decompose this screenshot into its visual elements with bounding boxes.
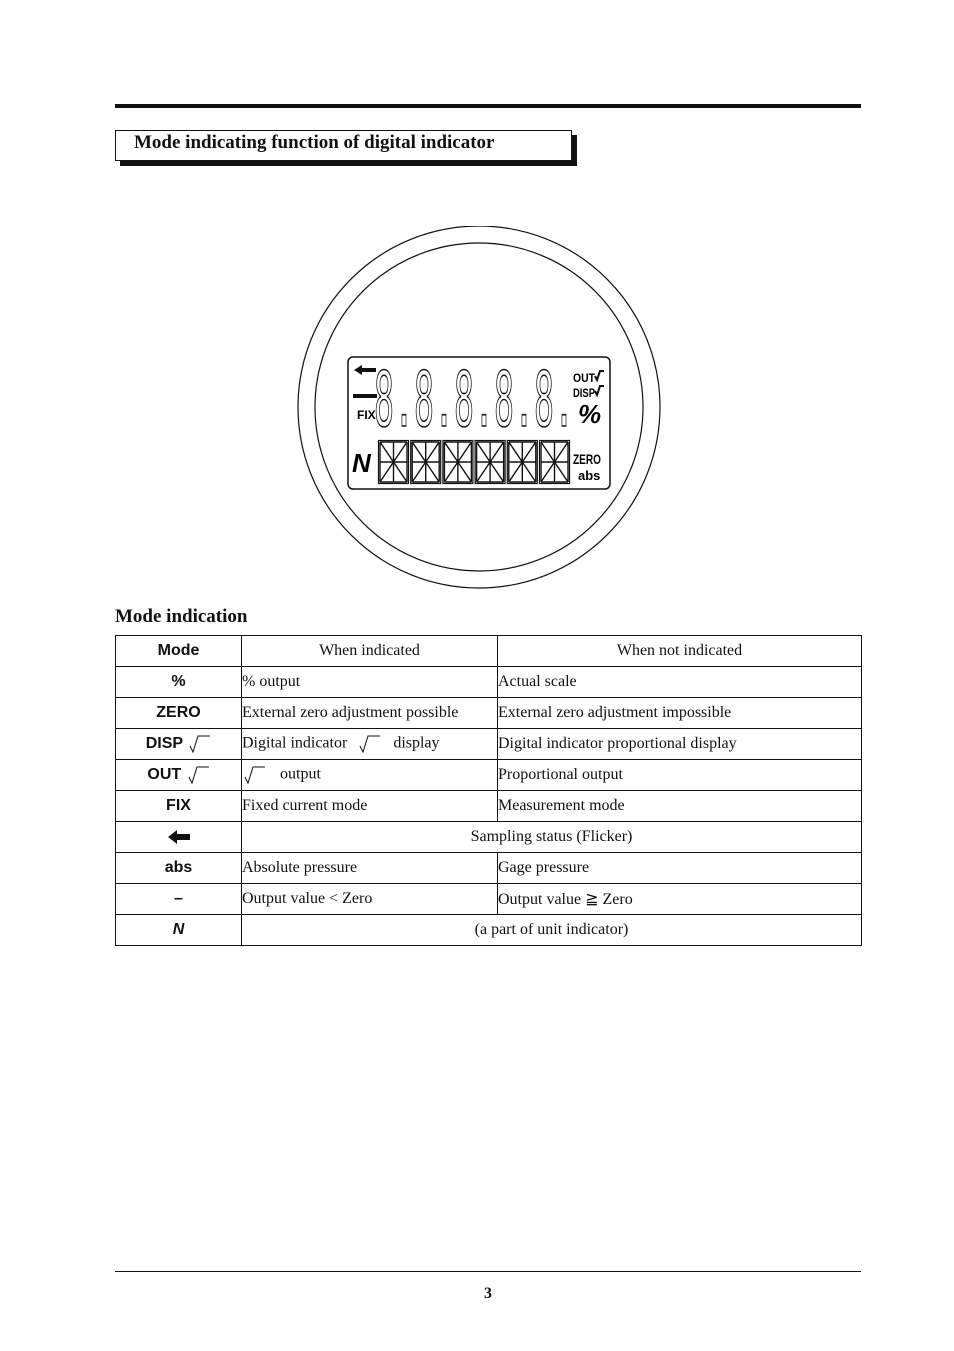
section-title-box <box>115 130 572 161</box>
table-row <box>116 791 862 822</box>
mode-abs: abs <box>116 853 242 884</box>
table-row <box>116 729 862 760</box>
combined-cell: Sampling status (Flicker) <box>242 822 862 853</box>
indicated-cell: Absolute pressure <box>242 853 498 884</box>
indicated-cell: External zero adjustment possible <box>242 698 498 729</box>
table-row <box>116 667 862 698</box>
table-row <box>116 822 862 853</box>
out-label: OUT <box>573 371 596 385</box>
table-row <box>116 698 862 729</box>
mode-out-label: OUT <box>147 766 182 784</box>
fix-label: FIX <box>357 408 376 422</box>
indicated-cell: Fixed current mode <box>242 791 498 822</box>
square-root-icon <box>187 734 211 754</box>
mode-n: N <box>116 915 242 946</box>
alpha-digit <box>443 441 473 484</box>
header-mode: Mode <box>116 636 242 667</box>
not-indicated-cell: Actual scale <box>498 667 862 698</box>
indicated-cell <box>242 729 498 760</box>
not-indicated-cell: Gage pressure <box>498 853 862 884</box>
mode-indication-table <box>115 635 862 946</box>
digital-indicator-diagram <box>296 226 662 592</box>
indicated-cell <box>242 760 498 791</box>
percent-label: % <box>578 399 602 429</box>
abs-label: abs <box>578 468 601 483</box>
table-row <box>116 853 862 884</box>
square-root-icon <box>186 765 210 785</box>
top-rule <box>115 104 861 108</box>
alpha-digit <box>475 441 505 484</box>
alpha-digit <box>507 441 537 484</box>
not-indicated-cell: Digital indicator proportional display <box>498 729 862 760</box>
indicated-text-after: display <box>393 734 440 752</box>
square-root-icon <box>242 765 268 785</box>
mode-disp-label: DISP <box>145 735 183 753</box>
indicated-text-after: output <box>280 765 321 783</box>
alpha-digit <box>411 441 441 484</box>
mode-disp <box>116 729 242 760</box>
disp-label: DISP <box>573 386 595 400</box>
table-row <box>116 884 862 915</box>
combined-cell: (a part of unit indicator) <box>242 915 862 946</box>
not-indicated-cell: Measurement mode <box>498 791 862 822</box>
indicated-cell: % output <box>242 667 498 698</box>
mode-fix: FIX <box>116 791 242 822</box>
left-arrow-icon <box>167 829 191 845</box>
zero-label: ZERO <box>573 451 602 467</box>
not-indicated-cell: Proportional output <box>498 760 862 791</box>
square-root-icon <box>357 734 383 754</box>
not-indicated-cell: External zero adjustment impossible <box>498 698 862 729</box>
indicated-text-before: Digital indicator <box>242 734 348 752</box>
header-when-indicated: When indicated <box>242 636 498 667</box>
alpha-digit <box>540 441 570 484</box>
page-number: 3 <box>484 1285 492 1302</box>
mode-out <box>116 760 242 791</box>
header-when-not-indicated: When not indicated <box>498 636 862 667</box>
table-header-row <box>116 636 862 667</box>
mode-percent: % <box>116 667 242 698</box>
bottom-rule <box>115 1271 861 1272</box>
table-row <box>116 760 862 791</box>
mode-minus: – <box>116 884 242 915</box>
mode-sampling-arrow <box>116 822 242 853</box>
table-row <box>116 915 862 946</box>
mode-indication-heading: Mode indication <box>115 606 248 627</box>
alpha-digit <box>379 441 409 484</box>
unit-n-label: N <box>352 448 371 478</box>
not-indicated-cell: Output value ≧ Zero <box>498 884 862 915</box>
seven-segment-digits: 8.8.8.8.8. <box>374 355 574 444</box>
indicated-cell: Output value < Zero <box>242 884 498 915</box>
mode-zero: ZERO <box>116 698 242 729</box>
section-title: Mode indicating function of digital indicator <box>134 132 495 153</box>
